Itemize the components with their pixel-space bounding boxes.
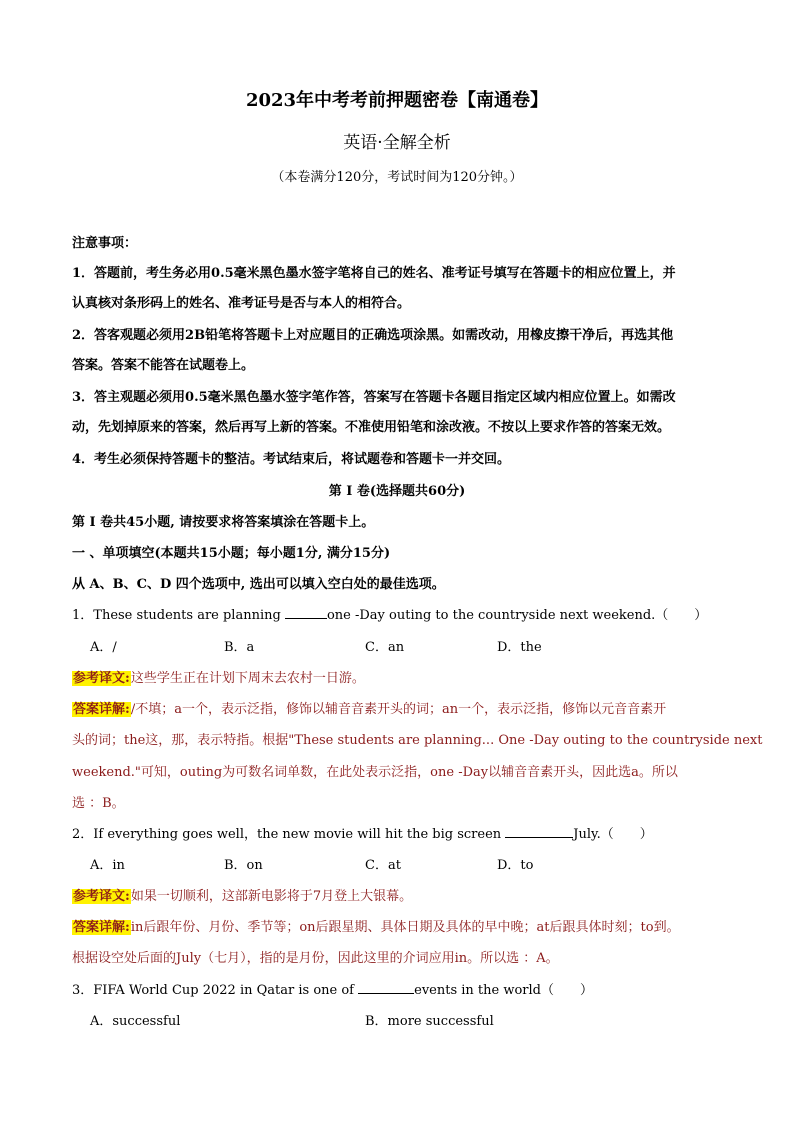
question-1-detail-line-1	[72, 698, 666, 717]
question-1-detail-line-2: 头的词；the这，那，表示特指。根据"These students are planning... One -Day outing to the countryside next	[72, 733, 763, 748]
notice-item-2-line-2: 答案。答案不能答在试题卷上。	[72, 358, 255, 373]
translation-label: 参考译文:	[73, 889, 130, 904]
notice-item-1-line-1: 1．答题前，考生务必用0.5毫米黑色墨水签字笔将自己的姓名、准考证号填写在答题卡的相应位置上，并	[72, 266, 676, 281]
notice-item-1-line-2: 认真核对条形码上的姓名、准考证号是否与本人的相符合。	[72, 296, 411, 311]
question-1-stem-b: one -Day outing to the countryside next weekend.（ ）	[326, 608, 708, 623]
notice-item-3-line-2: 动，先划掉原来的答案，然后再写上新的答案。不准使用铅笔和涂改液。不按以上要求作答的答案无效。	[72, 420, 671, 435]
question-1-detail-line-3: weekend."可知，outing为可数名词单数，在此处表示泛指，one -Day以辅音音素开头，因此选a。所以	[72, 765, 678, 780]
question-1-translation-text: 这些学生正在计划下周末去农村一日游。	[130, 671, 365, 686]
section-title: 第 I 卷(选择题共60分)	[328, 484, 466, 499]
question-2-stem-a: 2．If everything goes well，the new movie will hit the big screen	[72, 827, 502, 842]
question-2-stem-b: July.（ ）	[573, 827, 653, 842]
notice-item-3-line-1: 3．答主观题必须用0.5毫米黑色墨水签字笔作答，答案写在答题卡各题目指定区域内相应位置上。如需改	[72, 390, 676, 405]
question-3-option-a: A．successful	[90, 1014, 181, 1029]
question-3-stem-a: 3．FIFA World Cup 2022 in Qatar is one of	[72, 983, 354, 998]
question-3-stem-b: events in the world（ ）	[414, 983, 593, 998]
question-2-translation-text: 如果一切顺利，这部新电影将于7月登上大银幕。	[130, 889, 413, 904]
question-1-option-b: B．a	[224, 640, 255, 655]
detail-label: 答案详解:	[73, 920, 130, 935]
notice-heading: 注意事项：	[72, 236, 138, 251]
page-title: 2023年中考考前押题密卷【南通卷】	[245, 90, 549, 111]
part1-title: 一 、单项填空(本题共15小题；每小题1分, 满分15分)	[72, 546, 391, 561]
answer-blank	[505, 825, 573, 838]
question-1-option-c: C．an	[365, 640, 405, 655]
question-2-option-c: C．at	[365, 858, 401, 873]
translation-label: 参考译文:	[73, 671, 130, 686]
question-1-detail-text-1: /不填；a一个，表示泛指，修饰以辅音音素开头的词；an一个，表示泛指，修饰以元音音素开	[130, 702, 667, 717]
question-2-option-b: B．on	[224, 858, 263, 873]
question-2-detail-text-1: in后跟年份、月份、季节等；on后跟星期、具体日期及具体的早中晚；at后跟具体时刻；to到。	[130, 920, 680, 935]
question-1-stem	[72, 604, 707, 623]
question-2-detail-line-1	[72, 916, 680, 935]
question-1-option-a: A．/	[90, 640, 117, 655]
question-3-option-b: B．more successful	[365, 1014, 494, 1029]
question-1-stem-a: 1．These students are planning	[72, 608, 281, 623]
question-2-translation	[72, 885, 412, 904]
detail-label: 答案详解:	[73, 702, 130, 717]
part1-instruction: 从 A、B、C、D 四个选项中, 选出可以填入空白处的最佳选项。	[72, 577, 445, 592]
answer-blank	[285, 606, 327, 619]
question-2-option-d: D．to	[497, 858, 534, 873]
answer-blank	[358, 981, 414, 994]
notice-item-2-line-1: 2．答客观题必须用2B铅笔将答题卡上对应题目的正确选项涂黑。如需改动，用橡皮擦干净后，再选其他	[72, 328, 674, 343]
question-2-option-a: A．in	[90, 858, 125, 873]
notice-item-4: 4．考生必须保持答题卡的整洁。考试结束后，将试题卷和答题卡一并交回。	[72, 452, 511, 467]
question-1-detail-line-4: 选 ：B。	[72, 796, 125, 811]
page-subtitle: 英语·全解全析	[343, 133, 451, 153]
question-2-detail-line-2: 根据设空处后面的July（七月），指的是月份，因此这里的介词应用in。所以选 ：A。	[72, 951, 559, 966]
question-1-translation	[72, 667, 365, 686]
question-1-option-d: D．the	[497, 640, 542, 655]
exam-note: （本卷满分120分，考试时间为120分钟。）	[271, 170, 523, 185]
question-3-stem	[72, 979, 593, 998]
section-intro: 第 I 卷共45小题, 请按要求将答案填涂在答题卡上。	[72, 515, 375, 530]
question-2-stem	[72, 823, 653, 842]
